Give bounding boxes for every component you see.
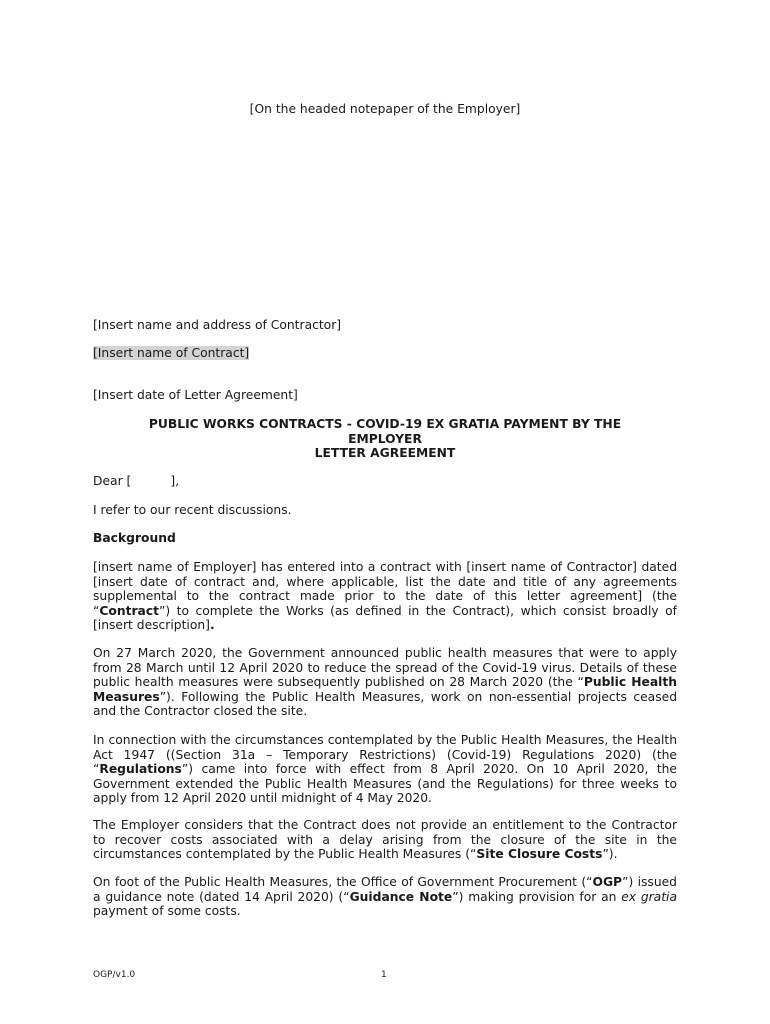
- paragraph-regulations: [93, 733, 677, 806]
- defined-term-ogp: OGP: [592, 875, 623, 889]
- defined-term-public-health-measures: Public Health Measures: [93, 675, 677, 704]
- salutation: Dear [ ],: [93, 474, 180, 488]
- ex-gratia-term: ex gratia: [621, 889, 677, 904]
- footer-page-number: 1: [381, 970, 387, 980]
- document-title: [93, 417, 677, 461]
- para2-text-a: On 27 March 2020, the Government announced public health measures that were to apply from 28 March until 12 April 2020 to reduce the spread of the Covid-19 virus. Details of these public health measures were subsequently published on 28 March 2020 (the “: [93, 646, 677, 690]
- para1-text-c: ”) to complete the Works (as defined in the Contract), which consist broadly of [insert description]: [93, 603, 677, 633]
- para5-text-c: ”) issued a guidance note (dated 14 April 2020) (“: [93, 875, 677, 904]
- para4-text-c: ”).: [602, 847, 618, 862]
- defined-term-guidance-note: Guidance Note: [349, 889, 453, 904]
- contract-name-placeholder: [Insert name of Contract]: [93, 346, 250, 360]
- para2-text-c: ”). Following the Public Health Measures, work on non-essential projects ceased and the Contractor closed the site.: [93, 689, 677, 719]
- footer-version: OGP/v1.0: [93, 970, 136, 980]
- contract-name-line: [93, 346, 677, 361]
- contractor-address-placeholder: [Insert name and address of Contractor]: [93, 318, 342, 332]
- paragraph-public-health-measures: [93, 646, 677, 719]
- defined-term-site-closure-costs: Site Closure Costs: [476, 847, 603, 862]
- title-line-3: LETTER AGREEMENT: [314, 446, 456, 461]
- intro-text: I refer to our recent discussions.: [93, 503, 292, 517]
- para3-text-a: In connection with the circumstances contemplated by the Public Health Measures, the Health Act 1947 ((Section 31a – Temporary Restrictions) (Covid-19) Regulations 2020) (the “: [93, 733, 677, 777]
- para1-text-d: .: [209, 618, 215, 633]
- para1-text-a: [insert name of Employer] has entered into a contract with [insert name of Contractor] dated [insert date of contract and, where applicable, list the date and title of any agreements supplemental to the contract made prior to the date of this letter agreement] (the “: [93, 560, 677, 618]
- letter-date-placeholder: [Insert date of Letter Agreement]: [93, 388, 298, 402]
- para5-text-e: ”) making provision for an: [452, 889, 622, 904]
- paragraph-contract: [93, 560, 677, 633]
- para4-text-a: The Employer considers that the Contract does not provide an entitlement to the Contractor to recover costs associated with a delay arising from the closure of the site in the circumstances contemplated by the Public Health Measures (“: [93, 818, 677, 862]
- para3-text-c: ”) came into force with effect from 8 April 2020. On 10 April 2020, the Government extended the Public Health Measures (and the Regulations) for three weeks to apply from 12 April 2020 until midnight of 4 May 2020.: [93, 762, 677, 806]
- background-heading: Background: [93, 531, 176, 545]
- title-line-1: PUBLIC WORKS CONTRACTS - COVID-19 EX GRATIA PAYMENT BY THE: [148, 417, 622, 431]
- para5-text-a: On foot of the Public Health Measures, the Office of Government Procurement (“: [93, 875, 593, 889]
- paragraph-guidance-note: [93, 875, 677, 919]
- defined-term-contract: Contract: [99, 603, 160, 618]
- title-line-2: EMPLOYER: [348, 431, 422, 446]
- defined-term-regulations: Regulations: [99, 762, 182, 777]
- paragraph-site-closure-costs: [93, 818, 677, 862]
- header-note: [On the headed notepaper of the Employer]: [249, 102, 521, 116]
- para5-text-g: payment of some costs.: [93, 904, 241, 919]
